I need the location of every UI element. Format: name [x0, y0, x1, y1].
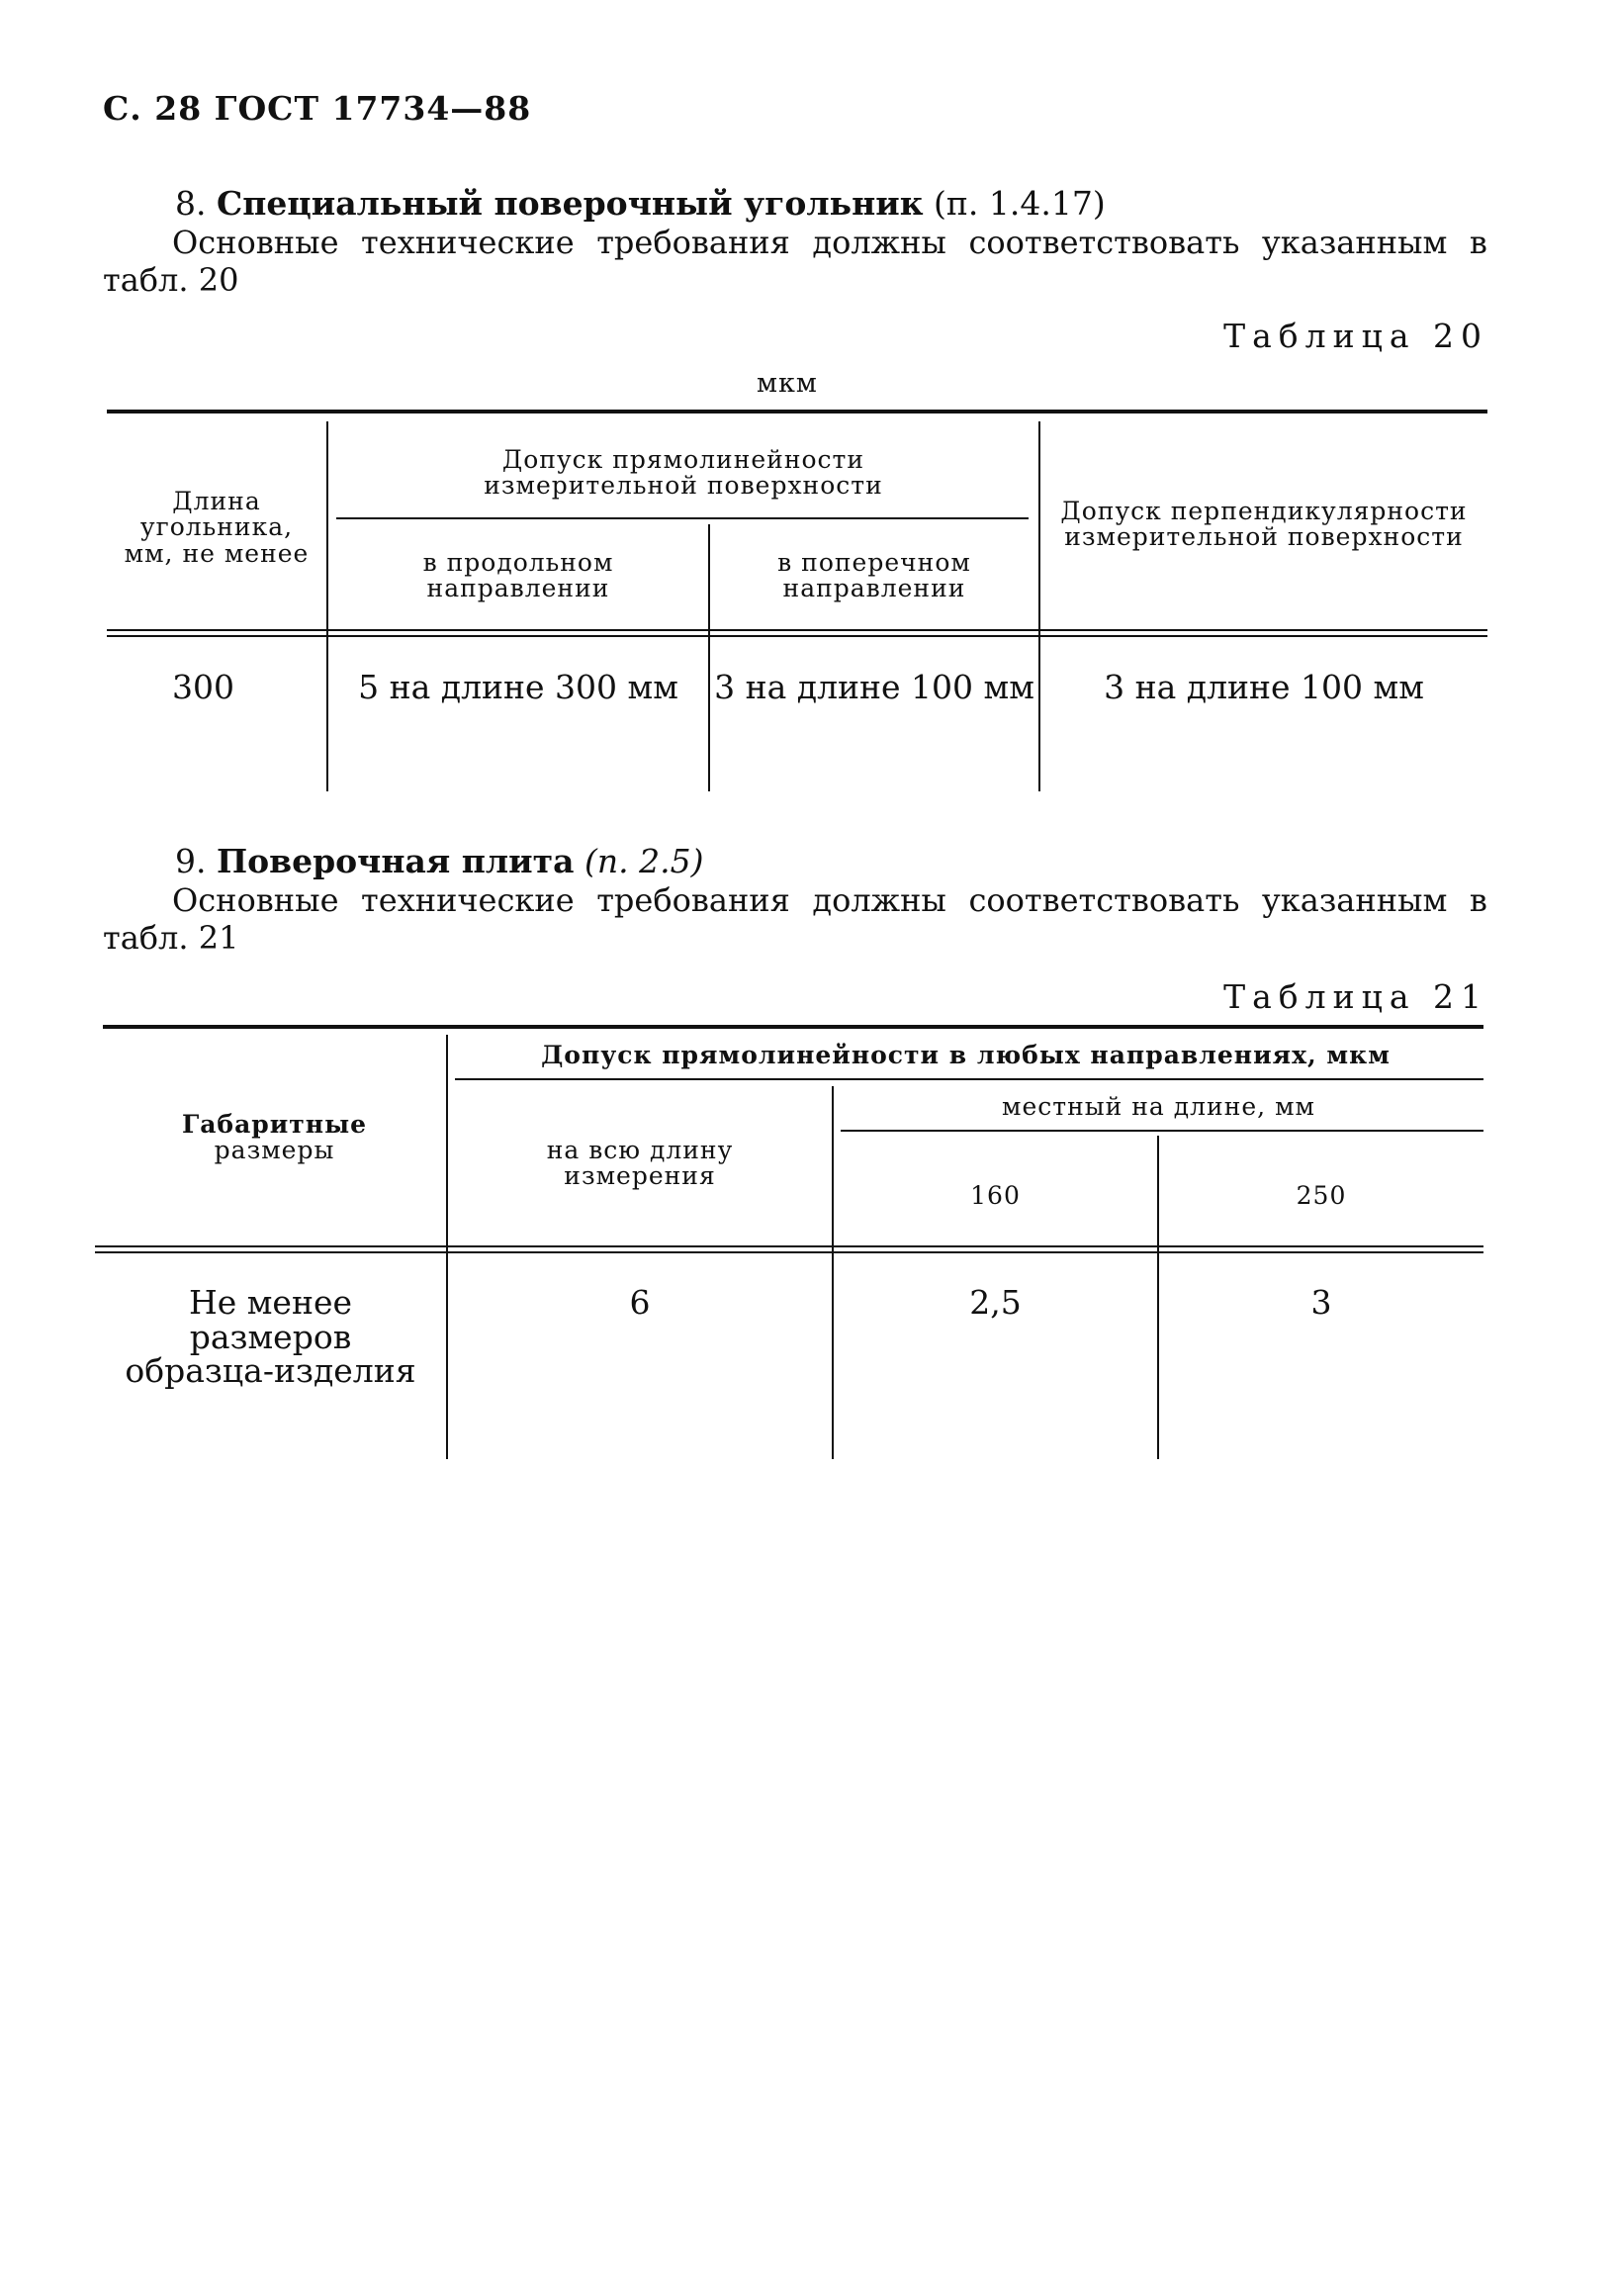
- word: указанным: [1261, 881, 1448, 919]
- table-20-cell: 3 на длине 100 мм: [1104, 668, 1424, 706]
- text-line: направлении: [426, 574, 610, 603]
- text-line: направлении: [782, 574, 966, 603]
- table-20-group-rule: [336, 517, 1029, 519]
- text-line: размеры: [214, 1136, 335, 1165]
- table-21-col-straightness: Допуск прямолинейности в любых направлениях, мкм: [541, 1041, 1391, 1069]
- table-21-col-local: местный на длине, мм: [1002, 1092, 1315, 1121]
- word: соответствовать: [968, 224, 1240, 261]
- table-20-head-rule-2: [107, 635, 1487, 637]
- table-21-row-label: [95, 1283, 446, 1391]
- table-20-name: Таблица 20: [1223, 317, 1488, 355]
- text-line: в продольном: [422, 548, 614, 577]
- section-9-line-2: табл. 21: [103, 919, 239, 957]
- section-9-paragraph: [103, 881, 1487, 957]
- table-21-local-rule: [841, 1130, 1483, 1132]
- section-8-line-2: табл. 20: [103, 261, 239, 299]
- text-line: на всю длину: [546, 1136, 734, 1164]
- table-21-cell: 6: [629, 1283, 651, 1322]
- section-9-ref: (п. 2.5): [584, 842, 704, 880]
- word: указанным: [1261, 224, 1448, 261]
- word: технические: [361, 224, 575, 261]
- text-line: измерения: [564, 1161, 716, 1191]
- table-20-col-straightness: [328, 447, 1038, 500]
- section-8-line-1: [103, 224, 1487, 261]
- section-8-heading: [175, 184, 1106, 223]
- table-20-top-rule: [107, 410, 1487, 413]
- table-21-vline-1: [446, 1035, 448, 1459]
- table-20-unit: мкм: [757, 368, 818, 399]
- text-line: измерительной поверхности: [484, 471, 883, 501]
- section-9-title: Поверочная плита: [217, 842, 575, 880]
- table-21-top-rule: [103, 1025, 1483, 1029]
- word: должны: [812, 224, 946, 261]
- section-9-line-1: [103, 881, 1487, 919]
- word: должны: [812, 881, 946, 919]
- table-21-vline-2: [832, 1086, 834, 1459]
- page-header: С. 28 ГОСТ 17734—88: [103, 89, 532, 128]
- table-21-col-dimensions: [103, 1112, 446, 1164]
- table-20-col-perpendicularity: [1040, 499, 1487, 551]
- word: в: [1469, 881, 1487, 919]
- word: соответствовать: [968, 881, 1240, 919]
- text-line: угольника,: [139, 512, 294, 542]
- table-21-cell: 2,5: [969, 1283, 1022, 1322]
- table-20-cell: 3 на длине 100 мм: [714, 668, 1034, 706]
- table-21-col-160: 160: [970, 1181, 1021, 1210]
- text-line: Длина: [172, 487, 261, 515]
- word: требования: [596, 224, 790, 261]
- table-21-col-full-length: [448, 1138, 832, 1190]
- word: Основные: [172, 881, 339, 919]
- section-9-number: 9.: [175, 842, 207, 880]
- table-20-col-longitudinal: [328, 550, 708, 602]
- word: технические: [361, 881, 575, 919]
- word: требования: [596, 881, 790, 919]
- text-line: размеров: [189, 1317, 352, 1356]
- section-9-heading: [175, 842, 703, 880]
- text-line: в поперечном: [777, 548, 971, 577]
- section-8-paragraph: [103, 224, 1487, 299]
- section-8-title: Специальный поверочный угольник: [217, 184, 924, 223]
- text-line: Допуск перпендикулярности: [1060, 497, 1468, 525]
- word: Основные: [172, 224, 339, 261]
- text-line: измерительной поверхности: [1064, 522, 1464, 552]
- table-20-cell: 5 на длине 300 мм: [358, 668, 678, 706]
- text-line: Габаритные: [181, 1110, 368, 1139]
- table-21-col-250: 250: [1296, 1181, 1347, 1210]
- text-line: образца-изделия: [125, 1351, 416, 1391]
- table-20-vline-3: [1038, 421, 1040, 791]
- table-20-head-rule-1: [107, 629, 1487, 631]
- word: в: [1469, 224, 1487, 261]
- text-line: Не менее: [188, 1283, 353, 1322]
- table-21-head-rule-2: [95, 1251, 1483, 1253]
- table-21-name: Таблица 21: [1223, 977, 1488, 1016]
- table-20-cell: 300: [172, 668, 234, 706]
- text-line: мм, не менее: [124, 538, 310, 568]
- text-line: Допуск прямолинейности: [501, 445, 865, 474]
- table-21-head-rule-1: [95, 1245, 1483, 1247]
- table-20-col-transverse: [710, 550, 1038, 602]
- section-8-number: 8.: [175, 184, 207, 223]
- table-20-col-length: [107, 489, 326, 567]
- table-21-cell: 3: [1310, 1283, 1332, 1322]
- section-8-ref: (п. 1.4.17): [934, 184, 1106, 223]
- table-21-group-rule: [455, 1078, 1483, 1080]
